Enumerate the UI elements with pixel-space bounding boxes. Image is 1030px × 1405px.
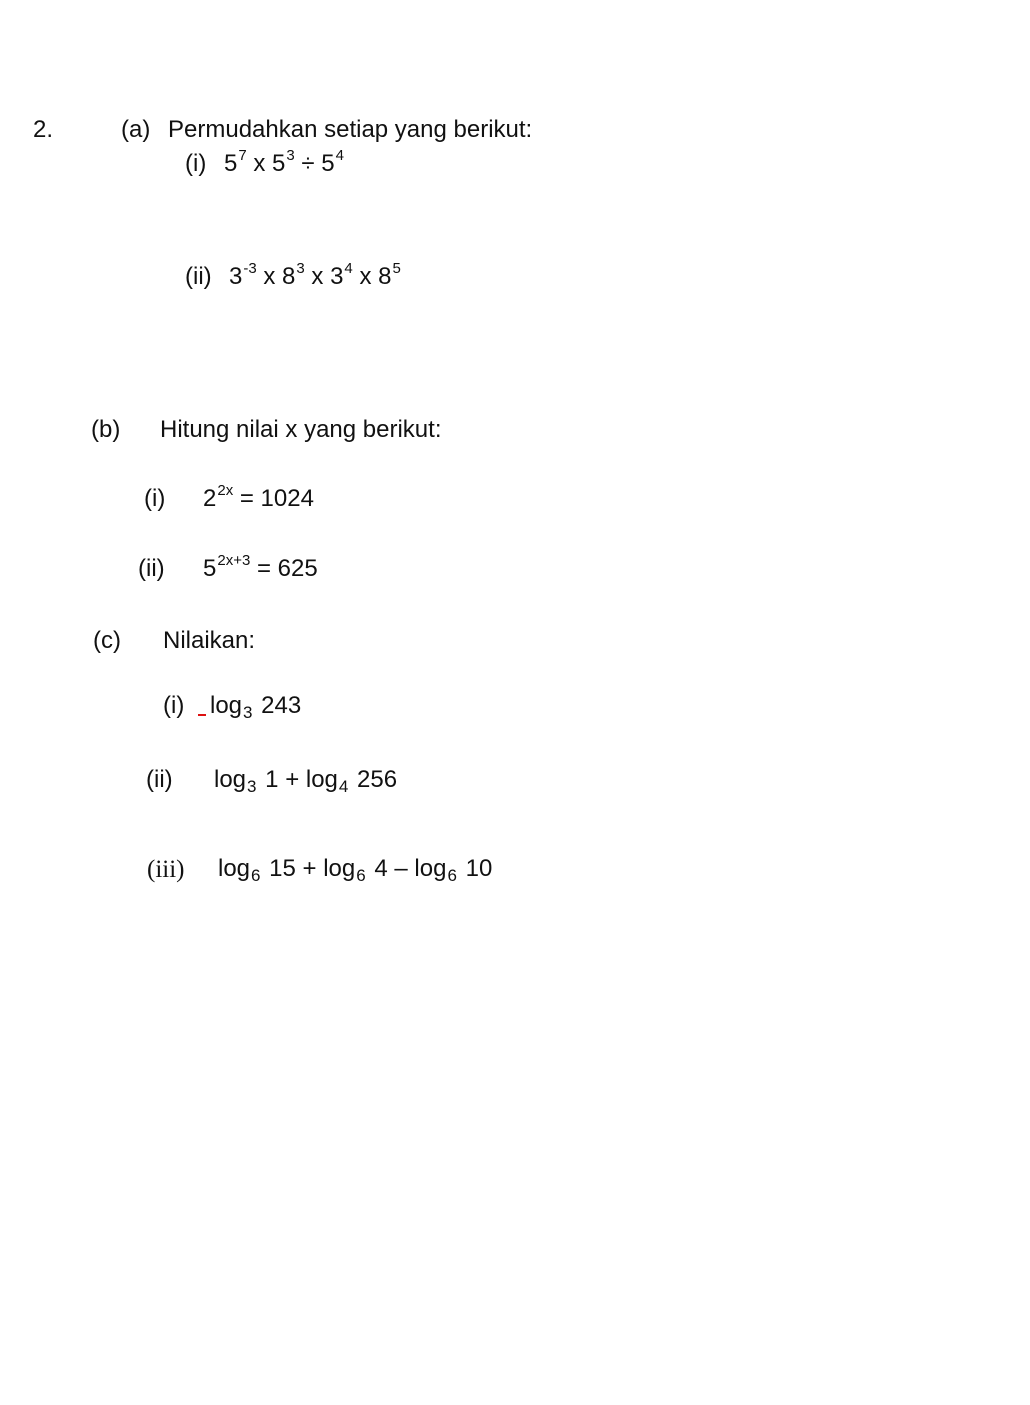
part-a-ii-label: (ii) bbox=[185, 263, 212, 290]
part-c-iii-label: (iii) bbox=[147, 856, 185, 883]
part-c-title: Nilaikan: bbox=[163, 627, 256, 654]
part-b-ii-label: (ii) bbox=[138, 555, 165, 582]
part-b-i-equation: $2^{2x} = 1024$ bbox=[203, 482, 314, 512]
part-a-ii-expression: $3^{-3}$ x $8^3$ x $3^4$ x $8^5$ bbox=[229, 260, 401, 290]
part-c-iii-expression: $\log_6 15 + \log_6 4 - \log_6 10$ bbox=[218, 855, 493, 885]
spellcheck-mark bbox=[198, 714, 206, 716]
part-c-i-expression: $\log_3 243$ bbox=[210, 692, 302, 722]
part-c-ii-expression: $\log_3 1 + \log_4 256$ bbox=[214, 766, 398, 796]
part-c-i-label: (i) bbox=[163, 692, 185, 719]
question-number: 2. bbox=[33, 116, 54, 143]
part-a-label: (a) bbox=[121, 116, 151, 143]
part-a-i-label: (i) bbox=[185, 150, 207, 177]
part-b-i-label: (i) bbox=[144, 485, 166, 512]
part-c-ii-label: (ii) bbox=[146, 766, 173, 793]
part-b-title: Hitung nilai x yang berikut: bbox=[160, 416, 442, 443]
part-a-title: Permudahkan setiap yang berikut: bbox=[168, 116, 533, 143]
part-b-label: (b) bbox=[91, 416, 121, 443]
part-c-label: (c) bbox=[93, 627, 121, 654]
part-a-i-expression: $5^7$ x $5^3 \div 5^4$ bbox=[224, 147, 344, 177]
part-b-ii-equation: $5^{2x+3} = 625$ bbox=[203, 552, 318, 582]
